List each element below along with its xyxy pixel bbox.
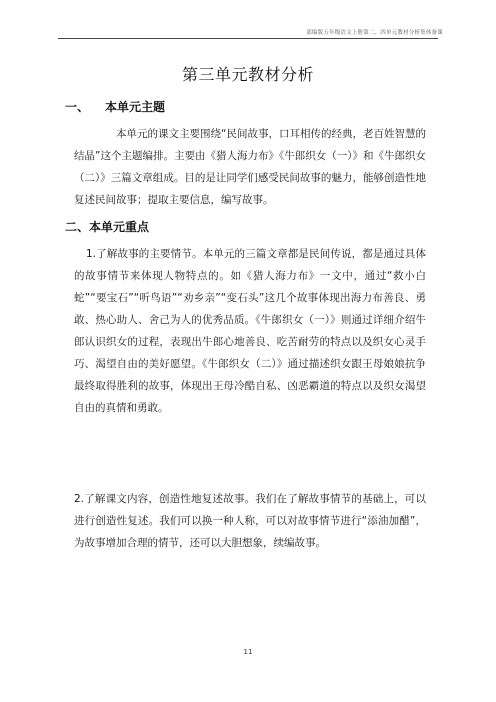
paragraph-focus-1: 1.了解故事的主要情节。本单元的三篇文章都是民间传说，都是通过具体的故事情节来体现人物特点的。如《猎人海力布》一文中，通过“救小白蛇”“要宝石”“听鸟语”“劝乡亲”“变石头”这几个故事体现出海力布善良、勇敢、热心助人、舍己为人的优秀品质。《牛郎织女（一）》则通过详细介绍牛郎认识织女的过程，表现出牛郎心地善良、吃苦耐劳的特点以及织女心灵手巧、渴望自由的美好愿望。《牛郎织女（二）》通过描述织女跟王母娘娘抗争最终取得胜利的故事，体现出王母冷酷自私、凶恶霸道的特点以及织女渴望自由的真情和勇敢。: [74, 248, 426, 414]
page-title: 第三单元教材分析: [181, 65, 314, 84]
section-number: 二、: [65, 220, 90, 234]
paragraph-theme: 本单元的课文主要围绕“民间故事，口耳相传的经典，老百姓智慧的结晶”这个主题编排。主要由《猎人海力布》《牛郎织女（一）》和《牛郎织女（二）》三篇文章组成。目的是让同学们感受民间故事的魅力，能够创造性地复述民间故事；提取主要信息，编写故事。: [74, 128, 426, 206]
header-divider: [58, 38, 438, 39]
section-title: 本单元主题: [105, 100, 166, 114]
section-heading-theme: [65, 98, 165, 115]
section-title: 本单元重点: [89, 220, 150, 234]
section-number: 一、: [65, 100, 90, 114]
section-heading-focus: [65, 218, 149, 235]
running-header: 部编版五年级语文上册第二、四单元教材分析集体备课: [306, 30, 443, 36]
paragraph-focus-2: 2.了解课文内容，创造性地复述故事。我们在了解故事情节的基础上，可以进行创造性复述。我们可以换一种人称，可以对故事情节进行“添油加醋”，为故事增加合理的情节，还可以大胆想象，续编故事。: [74, 493, 426, 549]
page-number: 11: [243, 648, 253, 656]
